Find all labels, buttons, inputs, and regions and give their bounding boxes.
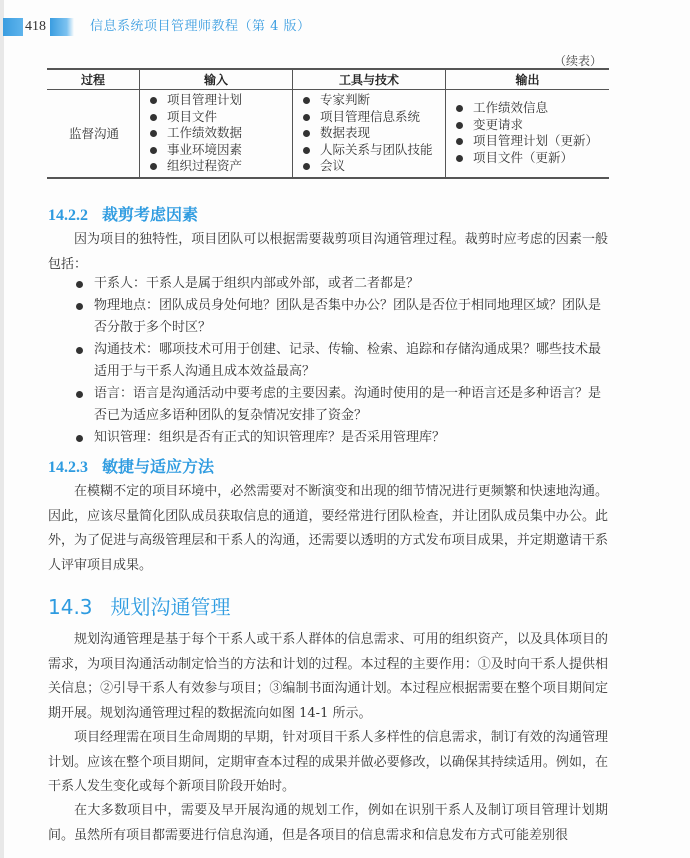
list-item: 工作绩效数据	[148, 125, 286, 142]
list-item: 数据表现	[301, 125, 439, 142]
list-item: 沟通技术：哪项技术可用于创建、记录、传输、检索、追踪和存储沟通成果？哪些技术最适用于与干系人沟通且成本效益最高？	[76, 339, 610, 383]
list-item: 项目文件	[148, 109, 286, 126]
paragraph: 在大多数项目中，需要及早开展沟通的规划工作，例如在识别干系人及制订项目管理计划期间。虽然所有项目都需要进行信息沟通，但是各项目的信息需求和信息发布方式可能差别很	[48, 803, 608, 843]
process-table	[47, 68, 609, 179]
section-heading-14-2-2	[48, 202, 198, 225]
list-item: 专家判断	[301, 92, 439, 109]
column-header-inputs: 输入	[140, 69, 293, 90]
table-row	[47, 90, 609, 178]
section-title: 规划沟通管理	[110, 595, 231, 619]
outputs-list	[454, 100, 603, 166]
list-item: 会议	[301, 158, 439, 175]
paragraph: 规划沟通管理是基于每个干系人或干系人群体的信息需求、可用的组织资产，以及具体项目的需求，为项目沟通活动制定恰当的方法和计划的过程。本过程的主要作用：①及时向干系人提供相关信息；②引导干系人有效参与项目；③编制书面沟通计划。本过程应根据需要在整个项目期间定期开展。规划沟通管理过程的数据流向如图 14-1 所示。	[48, 632, 608, 721]
book-title: 信息系统项目管理师教程（第 4 版）	[90, 19, 311, 34]
paragraph: 项目经理需在项目生命周期的早期，针对项目干系人多样性的信息需求，制订有效的沟通管理计划。应该在整个项目期间，定期审查本过程的成果并做必要修改，以确保其持续适用。例如，在干系人发生变化或每个新项目阶段开始时。	[48, 730, 608, 794]
paragraph: 在模糊不定的项目环境中，必然需要对不断演变和出现的细节情况进行更频繁和快速地沟通。因此，应该尽量简化团队成员获取信息的通道，要经常进行团队检查，并让团队成员集中办公。此外，为了促进与高级管理层和干系人的沟通，还需要以透明的方式发布项目成果，并定期邀请干系人评审项目成果。	[48, 484, 608, 573]
section-number: 14.2.2	[48, 207, 88, 224]
list-item: 干系人：干系人是属于组织内部或外部，或者二者都是？	[76, 273, 610, 295]
list-item: 事业环境因素	[148, 142, 286, 159]
page-number: 418	[25, 19, 46, 34]
list-item: 项目管理计划（更新）	[454, 133, 603, 150]
cell-tools	[293, 90, 446, 178]
section-number: 14.3	[48, 595, 93, 619]
page-header	[0, 14, 690, 38]
list-item: 人际关系与团队技能	[301, 142, 439, 159]
column-header-process: 过程	[47, 69, 140, 90]
header-accent-bar	[3, 18, 23, 36]
list-item: 组织过程资产	[148, 158, 286, 175]
list-item: 物理地点：团队成员身处何地？团队是否集中办公？团队是否位于相同地理区域？团队是否分散于多个时区？	[76, 295, 610, 339]
list-item: 项目文件（更新）	[454, 150, 603, 167]
cell-inputs	[140, 90, 293, 178]
paragraph: 因为项目的独特性，项目团队可以根据需要裁剪项目沟通管理过程。裁剪时应考虑的因素一般包括：	[48, 232, 608, 272]
column-header-tools: 工具与技术	[293, 69, 446, 90]
list-item: 工作绩效信息	[454, 100, 603, 117]
header-gradient-bar	[50, 18, 74, 36]
page-edge	[0, 0, 4, 858]
list-item: 语言：语言是沟通活动中要考虑的主要因素。沟通时使用的是一种语言还是多种语言？是否已为适应多语种团队的复杂情况安排了资金？	[76, 383, 610, 427]
list-item: 变更请求	[454, 117, 603, 134]
column-header-outputs: 输出	[446, 69, 610, 90]
cell-process: 监督沟通	[47, 90, 140, 178]
section-heading-14-3	[48, 591, 231, 620]
list-item: 知识管理：组织是否有正式的知识管理库？是否采用管理库？	[76, 427, 610, 449]
list-item: 项目管理计划	[148, 92, 286, 109]
section-number: 14.2.3	[48, 459, 88, 476]
cell-outputs	[446, 90, 610, 178]
section-title: 敏捷与适应方法	[102, 459, 215, 476]
section-title: 裁剪考虑因素	[102, 207, 199, 224]
tools-list	[301, 92, 439, 175]
tailoring-factors-list	[76, 273, 610, 449]
table-continued-label: （续表）	[553, 54, 602, 68]
table-header-row	[47, 69, 609, 90]
section-heading-14-2-3	[48, 454, 214, 477]
inputs-list	[148, 92, 286, 175]
list-item: 项目管理信息系统	[301, 109, 439, 126]
